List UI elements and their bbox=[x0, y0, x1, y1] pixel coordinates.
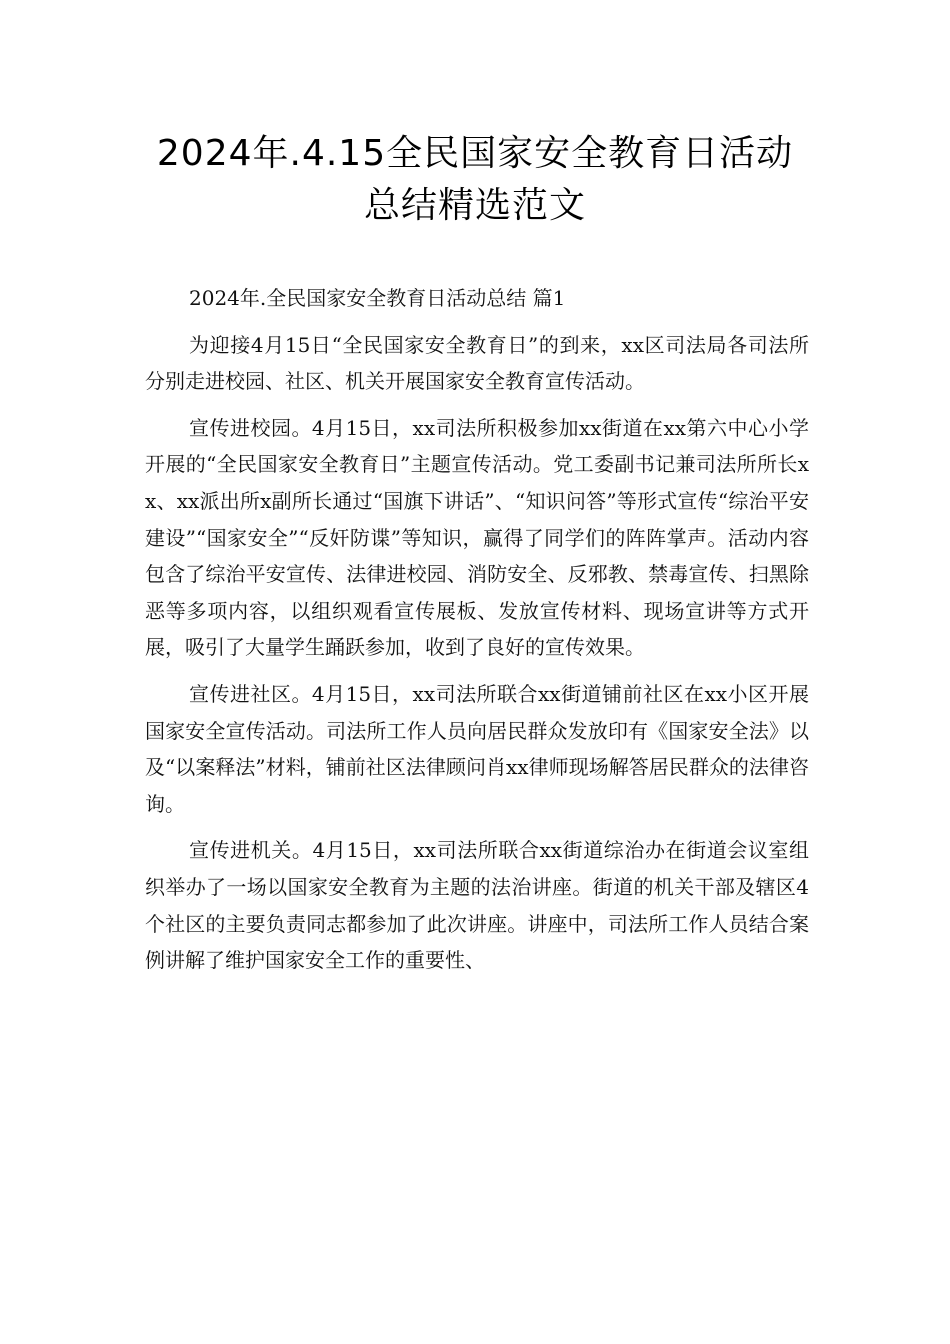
section-heading: 2024年.全民国家安全教育日活动总结 篇1 bbox=[189, 286, 566, 310]
document-title bbox=[120, 128, 830, 232]
title-line-1: 2024年.4.15全民国家安全教育日活动 bbox=[156, 133, 794, 174]
paragraph-agency: 宣传进机关。4月15日，xx司法所联合xx街道综治办在街道会议室组织举办了一场以国家安全教育为主题的法治讲座。街道的机关干部及辖区4个社区的主要负责同志都参加了此次讲座。讲座中，司法所工作人员结合案例讲解了维护国家安全工作的重要性、 bbox=[145, 838, 809, 973]
document-body bbox=[145, 280, 809, 989]
paragraph-campus: 宣传进校园。4月15日，xx司法所积极参加xx街道在xx第六中心小学开展的“全民国家安全教育日”主题宣传活动。党工委副书记兼司法所所长xx、xx派出所x副所长通过“国旗下讲话”、“知识问答”等形式宣传“综治平安建设”“国家安全”“反奸防谍”等知识，赢得了同学们的阵阵掌声。活动内容包含了综治平安宣传、法律进校园、消防安全、反邪教、禁毒宣传、扫黑除恶等多项内容，以组织观看宣传展板、发放宣传材料、现场宣讲等方式开展，吸引了大量学生踊跃参加，收到了良好的宣传效果。 bbox=[145, 415, 809, 660]
paragraph-community: 宣传进社区。4月15日，xx司法所联合xx街道铺前社区在xx小区开展国家安全宣传活动。司法所工作人员向居民群众发放印有《国家安全法》以及“以案释法”材料，铺前社区法律顾问肖xx律师现场解答居民群众的法律咨询。 bbox=[145, 681, 809, 816]
title-line-2: 总结精选范文 bbox=[363, 185, 586, 226]
paragraph-intro: 为迎接4月15日“全民国家安全教育日”的到来，xx区司法局各司法所分别走进校园、社区、机关开展国家安全教育宣传活动。 bbox=[145, 332, 809, 394]
